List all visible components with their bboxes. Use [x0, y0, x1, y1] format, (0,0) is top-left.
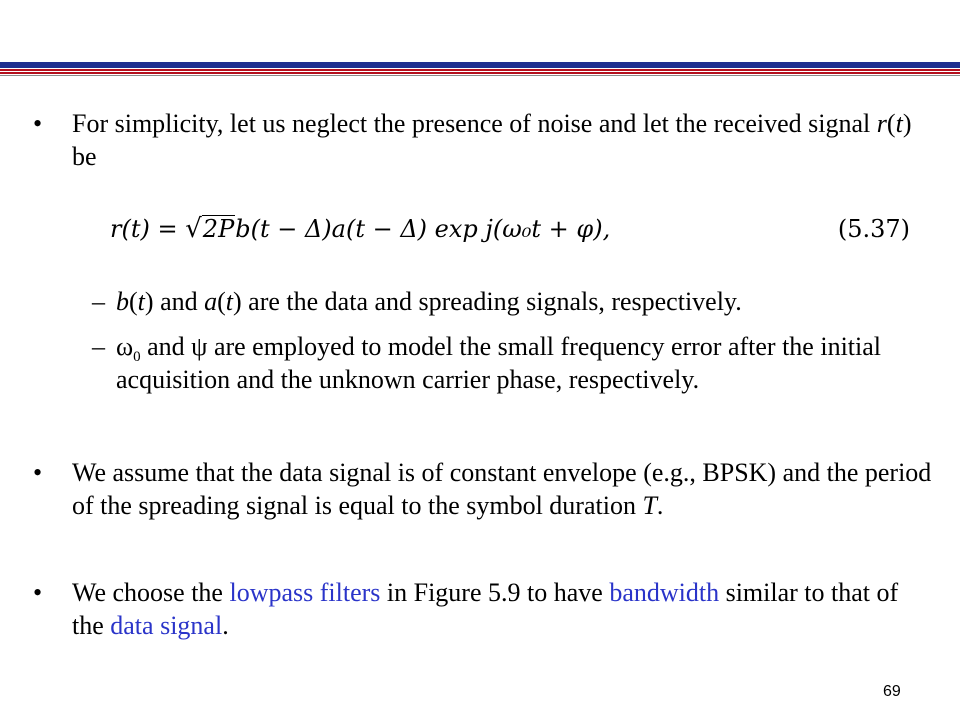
header-rule-blue — [0, 62, 960, 68]
bullet-marker-3: • — [33, 578, 43, 607]
bullet-marker-2: • — [33, 458, 43, 487]
header-rule-gray — [0, 75, 960, 76]
subbullet-1-text: b(t) and a(t) are the data and spreading signals, respectively. — [116, 287, 742, 316]
bullet-marker-1: • — [33, 109, 43, 138]
equation-number: (5.37) — [837, 215, 910, 243]
bullet-2-text: We assume that the data signal is of constant envelope (e.g., BPSK) and the period of the spreading signal is equal to the symbol duration T. — [72, 458, 932, 520]
bullet-1-text: For simplicity, let us neglect the presence of noise and let the received signal r(t) be — [72, 109, 912, 171]
bullet-3-text: We choose the lowpass filters in Figure 5.9 to have bandwidth similar to that of the data signal. — [72, 578, 899, 640]
equation-5-37 — [110, 205, 910, 253]
equation-body: r(t) = √2Pb(t − Δ)a(t − Δ) exp j(ω₀t + φ), — [110, 214, 611, 244]
term-lowpass-filters: lowpass filters — [229, 578, 381, 607]
header-rule-red-1 — [0, 69, 960, 71]
header-rule-red-2 — [0, 72, 960, 74]
dash-marker-1: – — [92, 287, 105, 316]
subbullet-2-text: $\omega_0$ and ψ are employed to model the small frequency error after the initial acquisition and the unknown carrier phase, respectively. — [116, 332, 882, 394]
term-bandwidth: bandwidth — [609, 578, 720, 607]
page-number: 69 — [883, 683, 901, 700]
dash-marker-2: – — [92, 332, 105, 361]
header-rules — [0, 62, 960, 86]
term-data-signal: data signal — [110, 611, 223, 640]
